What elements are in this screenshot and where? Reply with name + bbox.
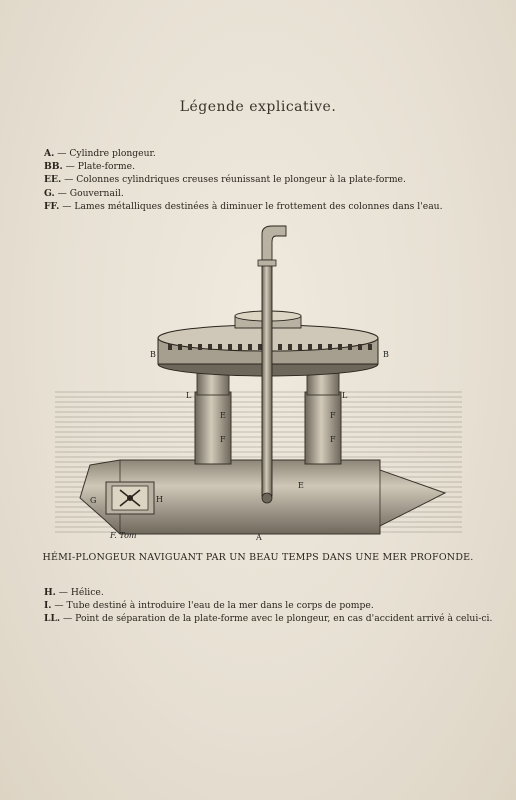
legend-item-a: A. — Cylindre plongeur. — [44, 148, 156, 159]
figure-caption: HÉMI-PLONGEUR NAVIGUANT PAR UN BEAU TEMPS DANS UNE MER PROFONDE. — [42, 552, 474, 563]
label-a: A — [256, 533, 262, 540]
label-l-right: L — [342, 391, 348, 400]
legend-item-g: G. — Gouvernail. — [44, 187, 124, 199]
legend-item-ll: LL. — Point de séparation de la plate-forme avec le plongeur, en cas d'accident arrivé à celui-ci. — [44, 613, 493, 625]
engraver-signature: F. Tom — [110, 531, 137, 540]
legend-item-ff: FF. — Lames métalliques destinées à diminuer le frottement des colonnes dans l'eau. — [44, 200, 443, 212]
legend-item-h: H. — Hélice. — [44, 587, 104, 598]
legend-bottom — [44, 587, 492, 627]
legend-item-ee: EE. — Colonnes cylindriques creuses réunissant le plongeur à la plate-forme. — [44, 174, 406, 186]
legend-item-bb: BB. — Plate-forme. — [44, 161, 135, 173]
propeller-housing — [106, 482, 154, 514]
label-f-2: F — [330, 435, 336, 444]
label-b-right: B — [383, 350, 389, 359]
label-f-3: F — [330, 411, 336, 420]
semi-submersible-illustration — [50, 220, 470, 540]
label-h: H — [156, 495, 163, 504]
legend-top — [44, 148, 443, 214]
legend-title: Légende explicative. — [179, 99, 337, 115]
label-e-1: E — [220, 411, 226, 420]
label-b-left: B — [150, 350, 156, 359]
label-l-left: L — [186, 391, 192, 400]
legend-item-i: I. — Tube destiné à introduire l'eau de la mer dans le corps de pompe. — [44, 600, 374, 612]
label-e-2: E — [298, 481, 304, 490]
label-f-1: F — [220, 435, 226, 444]
label-g: G — [90, 496, 97, 505]
